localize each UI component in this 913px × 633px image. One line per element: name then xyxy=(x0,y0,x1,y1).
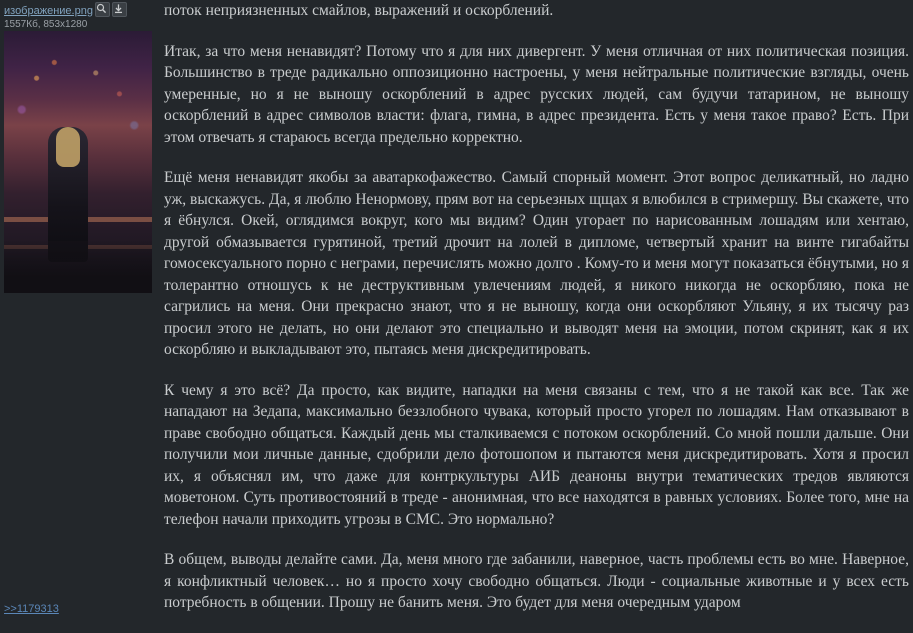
file-info-block xyxy=(4,2,156,31)
post-paragraph: К чему я это всё? Да просто, как видите, нападки на меня связаны с тем, что я не такой как все. Так же нападают на Зедапа, максимально беззлобного чувака, который просто угорел по лошадям. Нам отказывают в праве свободно общаться. Каждый день мы сталкиваемся с потоком оскорблений. Со мной пошли дальше. Они получили мои личные данные, сдобрили дело фотошопом и пытаются меня дискредитировать. Хотя я просил их, я объяснял им, что даже для контркультуры АИБ деаноны внутри тематических тредов являются моветоном. Суть противостояний в треде - анонимная, что все находятся в равных условиях. Более того, мне на телефон начали приходить угрозы в СМС. Это нормально? xyxy=(164,381,909,528)
download-icon[interactable] xyxy=(112,2,127,17)
post-paragraph: Итак, за что меня ненавидят? Потому что я для них дивергент. У меня отличная от них политическая позиция. Большинство в треде радикально оппозиционно настроены, у меня нейтральные политические взгляды, очень умеренные, но я не выношу оскорблений в адрес русских людей, сам будучи татарином, не выношу оскорблений в адрес символов власти: флага, гимна, в адрес президента. Есть у меня такое право? Есть. При этом отвечать я стараюсь всегда предельно корректно. xyxy=(164,42,909,146)
thumbnail-ground xyxy=(4,241,152,293)
file-name-line xyxy=(4,2,156,18)
post-image-thumbnail[interactable] xyxy=(4,31,152,293)
post-paragraph: Ещё меня ненавидят якобы за аватаркофажество. Самый спорный момент. Этот вопрос деликатный, но ладно уж, выскажусь. Да, я люблю Ненормову, прям вот на серьезных щщах я влюбился в стримершу. Вы скажете, что я ёбнулся. Окей, оглядимся вокруг, кого мы видим? Один угорает по нарисованным лошадям или хентаю, другой обмазывается гурятиной, третий дрочит на лолей в дипломе, четвертый хранит на винте гигабайты гомосексуального порно с неграми, перечислять можно долго . Кому-то и меня могут показаться ёбнутыми, но я толерантно отношусь к не деструктивным увлечениям людей, я никого никогда не оскорбляю, пока не сагрились на меня. Они прекрасно знают, что я не выношу, когда они оскорбляют Ульяну, я их тысячу раз просил этого не делать, но они делают это специально и выводят меня на эмоции, потом скринят, как я их оскорбляю и выкладывают это, пытаясь меня дискредитировать. xyxy=(164,169,909,358)
thumbnail-figure-hair xyxy=(56,127,80,167)
post-backlink[interactable]: >>1179313 xyxy=(4,603,59,615)
thumbnail-image xyxy=(4,31,152,293)
file-name-link[interactable]: изображение.png xyxy=(4,5,93,17)
post-paragraph: поток неприязненных смайлов, выражений и оскорблений. xyxy=(164,2,554,19)
post-text xyxy=(164,0,909,633)
post-paragraph: В общем, выводы делайте сами. Да, меня много где забанили, наверное, часть проблемы есть во мне. Наверное, я конфликтный человек… но я просто хочу свободно общаться. Люди - социальные животные и у всех есть потребность в общении. Прошу не банить меня. Это будет для меня очередным ударом xyxy=(164,551,909,611)
file-meta: 1557Кб, 853x1280 xyxy=(4,19,88,30)
magnifier-icon[interactable] xyxy=(95,2,110,17)
